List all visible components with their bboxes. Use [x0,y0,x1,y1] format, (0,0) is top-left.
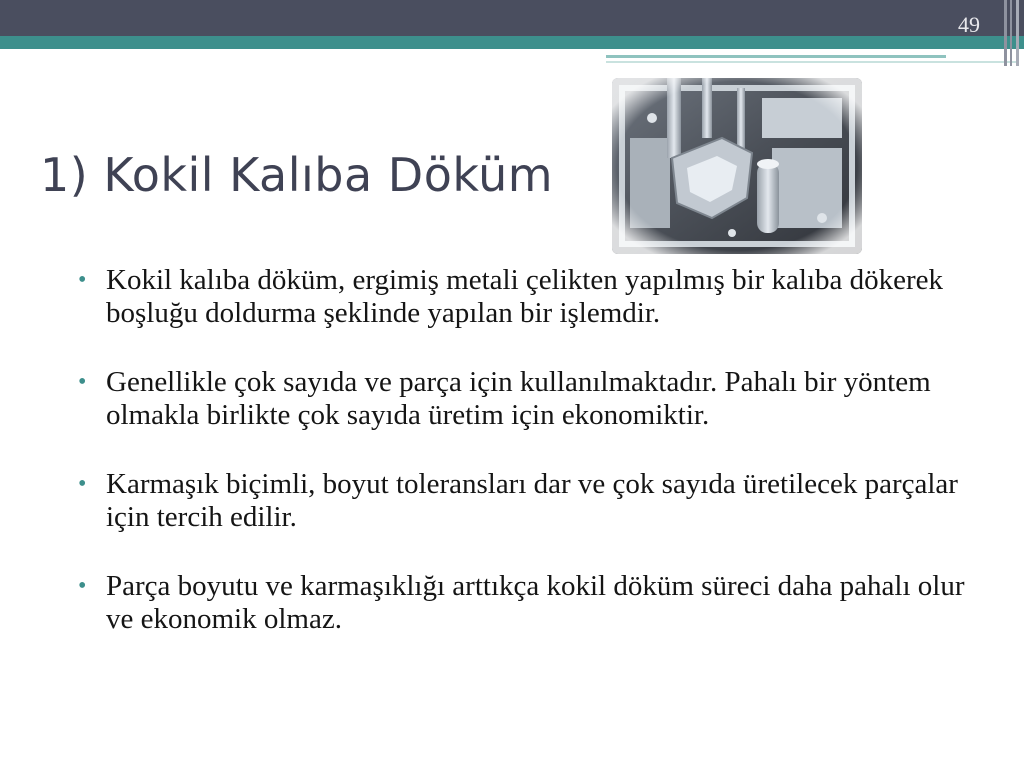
mold-machine-photo [612,78,862,254]
decorative-bar [1016,0,1019,66]
bullet-icon: • [78,369,87,395]
bullet-text: Karmaşık biçimli, boyut toleransları dar ve çok sayıda üretilecek parçalar için tercih edilir. [106,468,958,533]
accent-line [606,55,946,58]
list-item [76,468,976,534]
bullet-text: Kokil kalıba döküm, ergimiş metali çelikten yapılmış bir kalıba dökerek boşluğu doldurma şeklinde yapılan bir işlemdir. [106,264,944,329]
decorative-bar [1010,0,1012,66]
list-item [76,264,976,330]
bullet-list [76,264,976,672]
accent-line [606,61,1016,63]
list-item [76,570,976,636]
decorative-bar [1004,0,1007,66]
accent-band [0,36,1024,49]
page-number: 49 [958,12,980,37]
bullet-text: Genellikle çok sayıda ve parça için kullanılmaktadır. Pahalı bir yöntem olmakla birlikte çok sayıda üretim için ekonomiktir. [106,366,931,431]
slide-title: 1) Kokil Kalıba Döküm [40,148,554,202]
bullet-icon: • [78,573,87,599]
list-item [76,366,976,432]
bullet-text: Parça boyutu ve karmaşıklığı arttıkça kokil döküm süreci daha pahalı olur ve ekonomik olmaz. [106,570,965,635]
bullet-icon: • [78,471,87,497]
bullet-icon: • [78,267,87,293]
header-band [0,0,1024,36]
